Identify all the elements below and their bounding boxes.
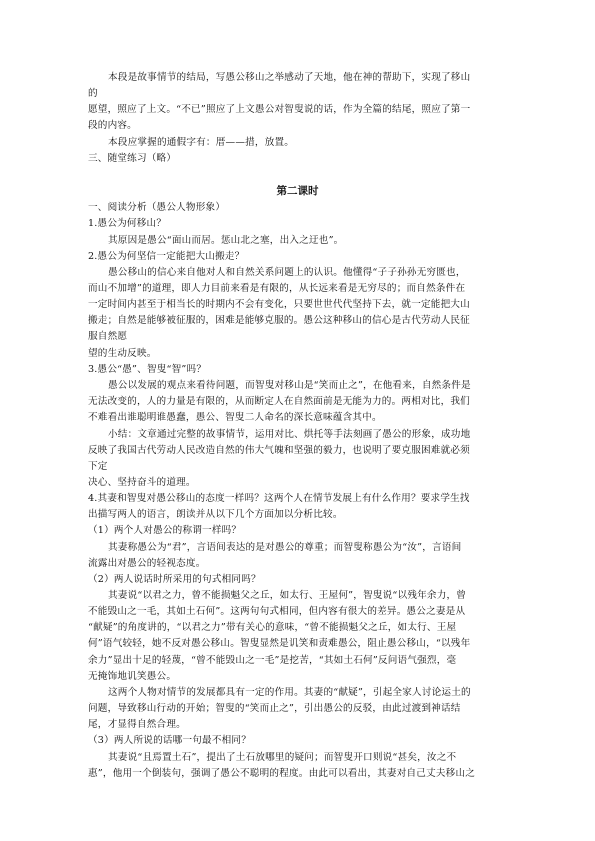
text-line: 不难看出谁聪明谁愚蠢，愚公、智叟二人命名的深长意味蕴含其中。 — [88, 412, 382, 423]
text-line: 的 — [88, 88, 98, 99]
text-line: 小结：文章通过完整的故事情节，运用对比、烘托等手法刻画了愚公的形象，成功地 — [108, 429, 471, 440]
text-line: （1）两个人对愚公的称谓一样吗？ — [88, 525, 242, 536]
text-line: 无法改变的，人的力量是有限的，从而断定人在自然面前是无能为力的。两相对比，我们 — [88, 396, 470, 407]
text-line: 尾，才显得自然合理。 — [88, 719, 186, 730]
text-line: 愿望，照应了上文。“不已”照应了上文愚公对智叟说的话，作为全篇的结尾，照应了第一 — [88, 104, 471, 115]
text-line: 服自然愿 — [88, 331, 128, 342]
text-line: 三、随堂练习（略） — [88, 153, 177, 164]
text-line: 其原因是愚公“面山而居。惩山北之塞，出入之迂也”。 — [108, 235, 344, 246]
text-line: 不能毁山之一毛，其如土石何”。这两句句式相同，但内容有很大的差异。愚公之妻是从 — [88, 606, 466, 617]
text-line: 一定时间内甚至于相当长的时期内不会有变化，只要世世代代坚持下去，就一定能把大山 — [88, 299, 470, 310]
text-line: 搬走；自然是能够被征服的，困难是能够克服的。愚公这种移山的信心是古代劳动人民征 — [88, 315, 470, 326]
text-line: 愚公移山的信心来自他对人和自然关系问题上的认识。他懂得“子子孙孙无穷匮也， — [108, 267, 466, 278]
text-line: 2.愚公为何坚信一定能把大山搬走？ — [88, 251, 245, 262]
text-line: 决心、坚持奋斗的道理。 — [88, 477, 196, 488]
text-line: 下定 — [88, 461, 108, 472]
text-line: “献疑”的角度讲的，“以君之力”带有关心的意味，“曾不能损魁父之丘，如太行、王屋 — [88, 622, 457, 633]
text-line: 望的生动反映。 — [88, 348, 157, 359]
text-line: 反映了我国古代劳动人民改造自然的伟大气魄和坚强的毅力，也说明了要克服困难就必须 — [88, 445, 470, 456]
text-line: 问题，导致移山行动的开始；智叟的“笑而止之”，引出愚公的反驳，由此过渡到神话结 — [88, 703, 461, 714]
text-line: 而山不加增”的道理，即人力目前来看是有限的，从长远来看是无穷尽的；而自然条件在 — [88, 283, 466, 294]
text-line: （2）两人说话时所采用的句式相同吗？ — [88, 574, 261, 585]
text-line: 本段应掌握的通假字有：厝——措，放置。 — [108, 137, 295, 148]
text-line: 3.愚公“愚”、智叟“智”吗？ — [88, 364, 207, 375]
text-line: 其妻称愚公为“君”，言语间表达的是对愚公的尊重；而智叟称愚公为“汝”，言语间 — [108, 542, 462, 553]
section-heading: 第二课时 — [276, 185, 319, 197]
text-line: 这两个人物对情节的发展都具有一定的作用。其妻的“献疑”，引起全家人讨论运土的 — [108, 687, 471, 698]
text-line: 4.其妻和智叟对愚公移山的态度一样吗？这两个人在情节发展上有什么作用？要求学生找 — [88, 493, 470, 504]
text-line: 本段是故事情节的结局，写愚公移山之举感动了天地，他在神的帮助下，实现了移山 — [108, 72, 471, 83]
text-line: 其妻说“以君之力，曾不能损魁父之丘，如太行、王屋何”，智叟说“以残年余力，曾 — [108, 590, 467, 601]
text-line: 1.愚公为何移山？ — [88, 218, 167, 229]
text-line: 出描写两人的语言，朗读并从以下几个方面加以分析比较。 — [88, 509, 343, 520]
text-line: 其妻说“且焉置土石”，提出了土石放哪里的疑问；而智叟开口则说“甚矣，汝之不 — [108, 752, 457, 763]
text-line: 何”语气较轻，她不反对愚公移山。智叟显然是讥笑和责难愚公，阻止愚公移山，“以残年 — [88, 638, 471, 649]
text-line: 愚公以发展的观点来看待问题，而智叟对移山是“笑而止之”，在他看来，自然条件是 — [108, 380, 471, 391]
text-line: 无掩饰地讥笑愚公。 — [88, 671, 177, 682]
text-line: 一、阅读分析（愚公人物形象） — [88, 202, 226, 213]
text-line: 流露出对愚公的轻视态度。 — [88, 558, 206, 569]
text-line: 惠”，他用一个倒装句，强调了愚公不聪明的程度。由此可以看出，其妻对自己丈夫移山之 — [88, 768, 476, 779]
text-line: 余力”显出十足的轻蔑，“曾不能毁山之一毛”是挖苦，“其如土石何”反问语气强烈，毫 — [88, 655, 457, 666]
text-line: （3）两人所说的话哪一句最不相同？ — [88, 735, 252, 746]
text-line: 段的内容。 — [88, 120, 137, 131]
